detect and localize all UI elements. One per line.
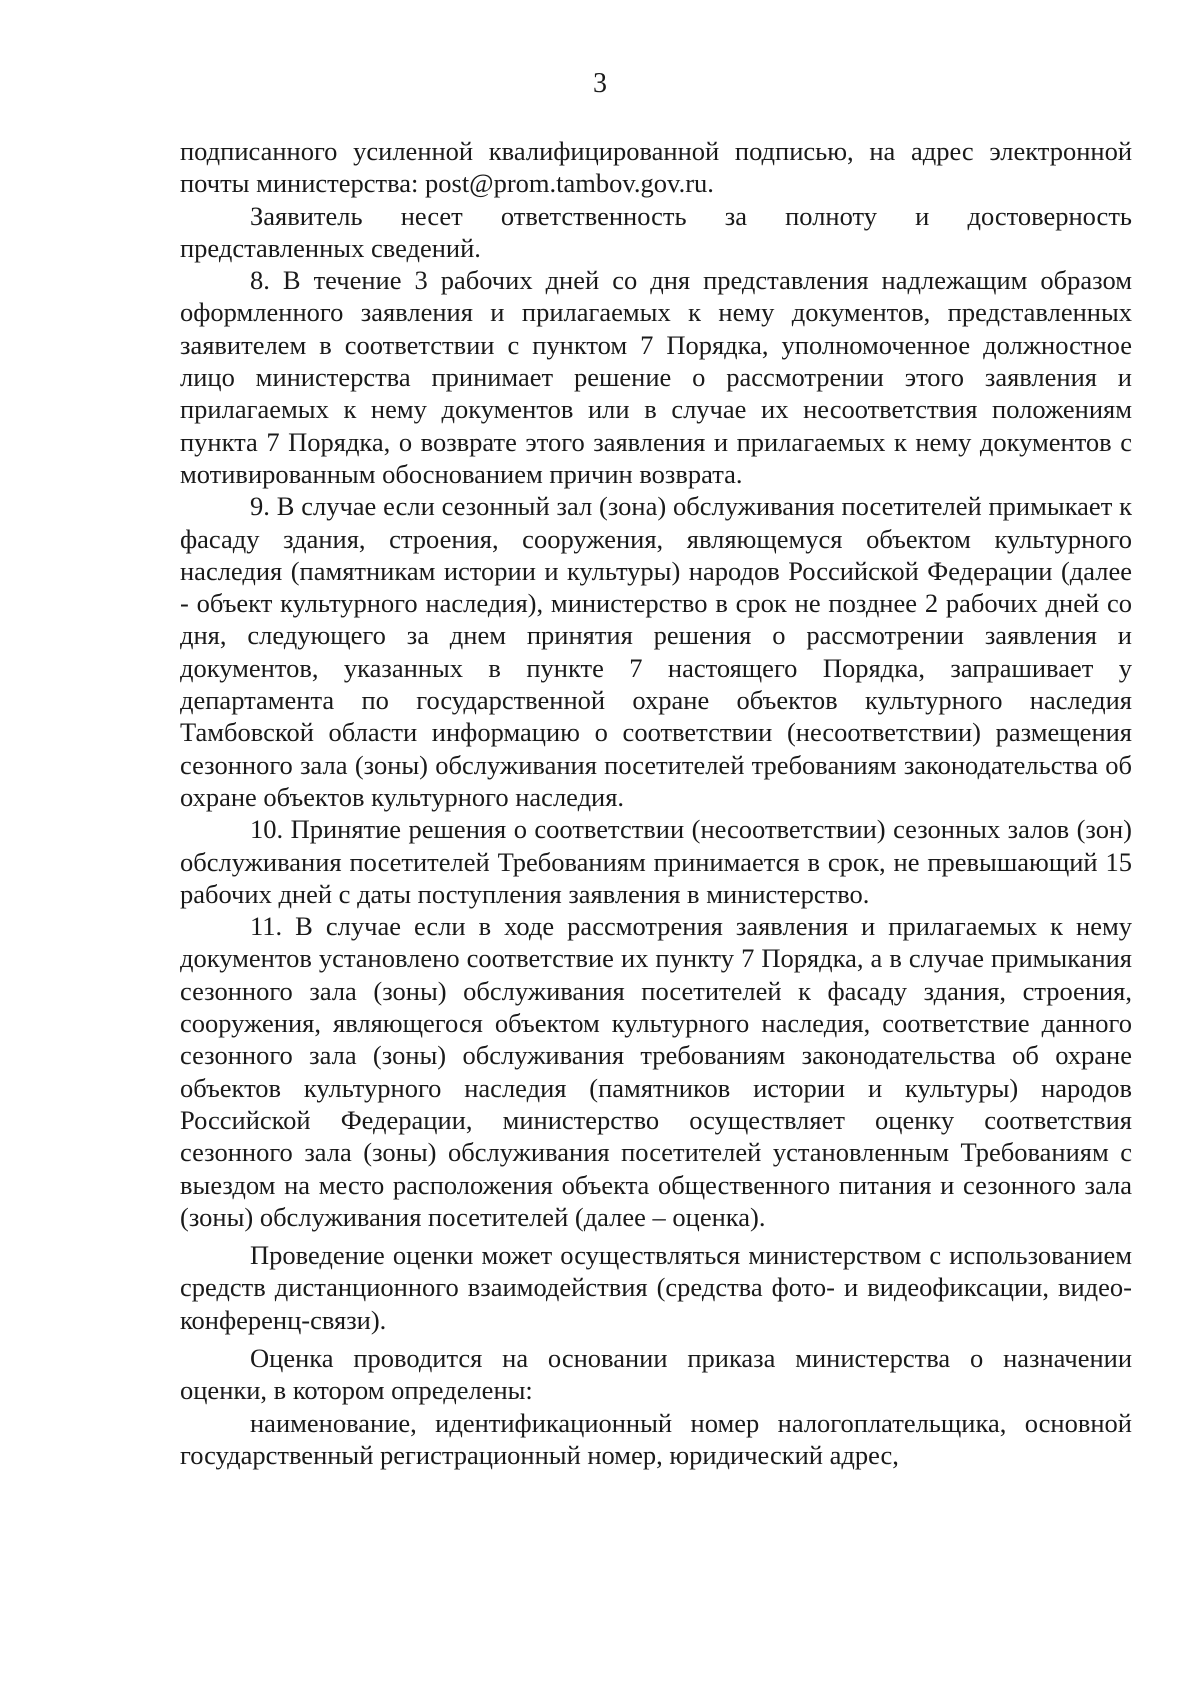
paragraph-order-details: наименование, идентификационный номер налогоплательщика, основной государственный регистрационный номер, юридический адрес,	[180, 1407, 1132, 1470]
paragraph-item-8: 8. В течение 3 рабочих дней со дня представления надлежащим образом оформленного заявления и прилагаемых к нему документов, представленных заявителем в соответствии с пунктом 7 Порядка, уполномоченное должностное лицо министерства принимает решение о рассмотрении этого заявления и прилагаемых к нему документов или в случае их несоответствия положениям пункта 7 Порядка, о возврате этого заявления и прилагаемых к нему документов с мотивированным обоснованием причин возврата.	[180, 265, 1132, 489]
paragraph-assessment-order: Оценка проводится на основании приказа министерства о назначении оценки, в котором определены:	[180, 1342, 1132, 1406]
document-body	[180, 135, 1132, 1471]
paragraph-continuation: подписанного усиленной квалифицированной подписью, на адрес электронной почты министерства: post@prom.tambov.gov.ru.	[180, 136, 1132, 199]
paragraph-remote-assessment: Проведение оценки может осуществляться министерством с использованием средств дистанционного взаимодействия (средства фото- и видеофиксации, видео-конференц-связи).	[180, 1240, 1132, 1335]
paragraph-item-11: 11. В случае если в ходе рассмотрения заявления и прилагаемых к нему документов установлено соответствие их пункту 7 Порядка, а в случае примыкания сезонного зала (зоны) обслуживания посетителей к фасаду здания, строения, сооружения, являющегося объектом культурного наследия, соответствие данного сезонного зала (зоны) обслуживания требованиям законодательства об охране объектов культурного наследия (памятников истории и культуры) народов Российской Федерации, министерство осуществляет оценку соответствия сезонного зала (зоны) обслуживания посетителей установленным Требованиям с выездом на место расположения объекта общественного питания и сезонного зала (зоны) обслуживания посетителей (далее – оценка).	[180, 911, 1132, 1232]
paragraph-applicant-responsibility: Заявитель несет ответственность за полноту и достоверность представленных сведений.	[180, 200, 1132, 263]
paragraph-item-9: 9. В случае если сезонный зал (зона) обслуживания посетителей примыкает к фасаду здания, строения, сооружения, являющемуся объектом культурного наследия (памятникам истории и культуры) народов Российской Федерации (далее - объект культурного наследия), министерство в срок не позднее 2 рабочих дней со дня, следующего за днем принятия решения о рассмотрении заявления и документов, указанных в пункте 7 настоящего Порядка, запрашивает у департамента по государственной охране объектов культурного наследия Тамбовской области информацию о соответствии (несоответствии) размещения сезонного зала (зоны) обслуживания посетителей требованиям законодательства об охране объектов культурного наследия.	[180, 491, 1132, 812]
page-number: 3	[593, 68, 607, 99]
paragraph-item-10: 10. Принятие решения о соответствии (несоответствии) сезонных залов (зон) обслуживания посетителей Требованиям принимается в срок, не превышающий 15 рабочих дней с даты поступления заявления в министерство.	[180, 814, 1132, 909]
